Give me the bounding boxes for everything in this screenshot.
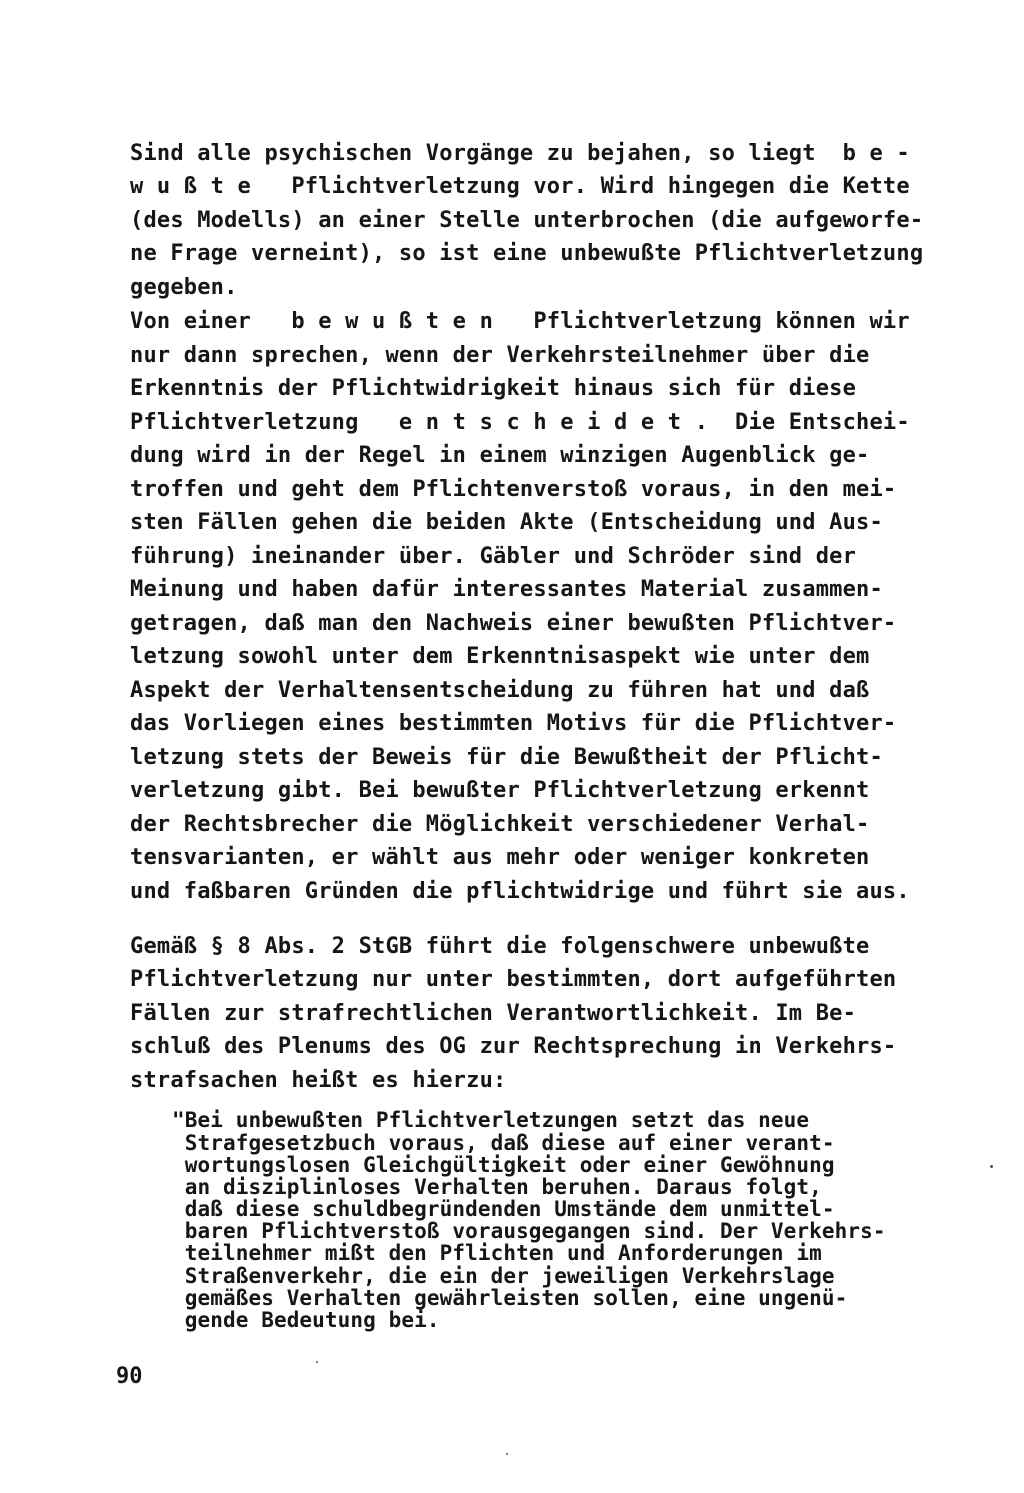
text-line: schluß des Plenums des OG zur Rechtsprechung in Verkehrs- bbox=[130, 1034, 897, 1059]
text-line: (des Modells) an einer Stelle unterbrochen (die aufgeworfe- bbox=[130, 208, 924, 233]
text-line: strafsachen heißt es hierzu: bbox=[130, 1068, 507, 1093]
text-line: troffen und geht dem Pflichtenverstoß voraus, in den mei- bbox=[130, 477, 897, 502]
quote-line: Straßenverkehr, die ein der jeweiligen Verkehrslage bbox=[172, 1264, 835, 1288]
quote-line: gende Bedeutung bei. bbox=[172, 1308, 440, 1332]
text-line: letzung stets der Beweis für die Bewußtheit der Pflicht- bbox=[130, 745, 883, 770]
page-number: 90 bbox=[116, 1364, 143, 1389]
quote-line: "Bei unbewußten Pflichtverletzungen setzt das neue bbox=[172, 1108, 810, 1132]
quote-line: daß diese schuldbegründenden Umstände dem unmittel- bbox=[172, 1197, 835, 1221]
quote-line: an disziplinloses Verhalten beruhen. Daraus folgt, bbox=[172, 1175, 822, 1199]
scan-speck bbox=[506, 1453, 508, 1455]
text-line: Meinung und haben dafür interessantes Material zusammen- bbox=[130, 577, 883, 602]
text-line: Fällen zur strafrechtlichen Verantwortlichkeit. Im Be- bbox=[130, 1001, 857, 1026]
text-line: Pflichtverletzung e n t s c h e i d e t . Die Entschei- bbox=[130, 410, 910, 435]
scan-speck bbox=[990, 1165, 993, 1168]
text-line: w u ß t e Pflichtverletzung vor. Wird hingegen die Kette bbox=[130, 174, 910, 199]
quote-line: Strafgesetzbuch voraus, daß diese auf einer verant- bbox=[172, 1131, 835, 1155]
text-line: Sind alle psychischen Vorgänge zu bejahen, so liegt b e - bbox=[130, 141, 910, 166]
text-line: und faßbaren Gründen die pflichtwidrige und führt sie aus. bbox=[130, 879, 910, 904]
text-line: das Vorliegen eines bestimmten Motivs für die Pflichtver- bbox=[130, 711, 897, 736]
quote-line: teilnehmer mißt den Pflichten und Anforderungen im bbox=[172, 1241, 822, 1265]
text-line: Erkenntnis der Pflichtwidrigkeit hinaus sich für diese bbox=[130, 376, 857, 401]
text-line: Von einer b e w u ß t e n Pflichtverletzung können wir bbox=[130, 309, 910, 334]
text-line: letzung sowohl unter dem Erkenntnisaspekt wie unter dem bbox=[130, 644, 870, 669]
text-line: dung wird in der Regel in einem winzigen Augenblick ge- bbox=[130, 443, 870, 468]
text-line: verletzung gibt. Bei bewußter Pflichtverletzung erkennt bbox=[130, 778, 870, 803]
text-line: getragen, daß man den Nachweis einer bewußten Pflichtver- bbox=[130, 611, 897, 636]
scan-speck bbox=[316, 1361, 318, 1363]
text-line: Gemäß § 8 Abs. 2 StGB führt die folgenschwere unbewußte bbox=[130, 934, 870, 959]
text-line: gegeben. bbox=[130, 275, 238, 300]
text-line: nur dann sprechen, wenn der Verkehrsteilnehmer über die bbox=[130, 343, 870, 368]
text-line: Aspekt der Verhaltensentscheidung zu führen hat und daß bbox=[130, 678, 870, 703]
quote-line: wortungslosen Gleichgültigkeit oder einer Gewöhnung bbox=[172, 1153, 835, 1177]
text-line: Pflichtverletzung nur unter bestimmten, dort aufgeführten bbox=[130, 967, 897, 992]
text-line: tensvarianten, er wählt aus mehr oder weniger konkreten bbox=[130, 845, 870, 870]
text-line: sten Fällen gehen die beiden Akte (Entscheidung und Aus- bbox=[130, 510, 883, 535]
text-line: der Rechtsbrecher die Möglichkeit verschiedener Verhal- bbox=[130, 812, 870, 837]
quote-line: gemäßes Verhalten gewährleisten sollen, eine ungenü- bbox=[172, 1286, 848, 1310]
quote-line: baren Pflichtverstoß vorausgegangen sind. Der Verkehrs- bbox=[172, 1219, 886, 1243]
text-line: führung) ineinander über. Gäbler und Schröder sind der bbox=[130, 544, 857, 569]
text-line: ne Frage verneint), so ist eine unbewußte Pflichtverletzung bbox=[130, 241, 924, 266]
